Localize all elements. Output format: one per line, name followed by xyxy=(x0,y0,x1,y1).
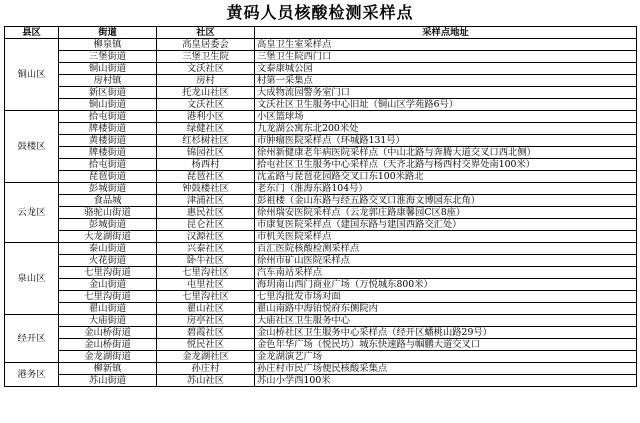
table-row xyxy=(5,375,637,387)
header-community: 社区 xyxy=(157,27,255,39)
table-row xyxy=(5,63,637,75)
table-row xyxy=(5,111,637,123)
address-cell: 高皇卫生室采样点 xyxy=(255,39,637,51)
street-cell: 牌楼街道 xyxy=(59,123,157,135)
street-cell: 火花街道 xyxy=(59,255,157,267)
community-cell: 屯里社区 xyxy=(157,279,255,291)
address-cell: 市肿瘤医院采样点（环城路131号） xyxy=(255,135,637,147)
district-cell: 鼓楼区 xyxy=(5,111,59,183)
community-cell: 文沃社区 xyxy=(157,99,255,111)
community-cell: 惠民社区 xyxy=(157,207,255,219)
table-row xyxy=(5,195,637,207)
community-cell: 文沃社区 xyxy=(157,63,255,75)
district-cell: 港务区 xyxy=(5,363,59,387)
address-cell: 市康复医院采样点（建国东路与建国西路交汇处） xyxy=(255,219,637,231)
community-cell: 房亭社区 xyxy=(157,315,255,327)
address-cell: 文泰康城公园 xyxy=(255,63,637,75)
street-cell: 苏山街道 xyxy=(59,375,157,387)
table-row xyxy=(5,123,637,135)
street-cell: 食品城 xyxy=(59,195,157,207)
table-row xyxy=(5,87,637,99)
address-cell: 七里沟批发市场对面 xyxy=(255,291,637,303)
table-row xyxy=(5,303,637,315)
table-row xyxy=(5,207,637,219)
community-cell: 钟鼓楼社区 xyxy=(157,183,255,195)
community-cell: 翟山社区 xyxy=(157,303,255,315)
community-cell: 津浦社区 xyxy=(157,195,255,207)
table-row xyxy=(5,183,637,195)
district-cell: 经开区 xyxy=(5,315,59,363)
street-cell: 新区街道 xyxy=(59,87,157,99)
street-cell: 金龙湖街道 xyxy=(59,351,157,363)
street-cell: 大庙街道 xyxy=(59,315,157,327)
table-row xyxy=(5,51,637,63)
address-cell: 徐州市矿山医院采样点 xyxy=(255,255,637,267)
street-cell: 铜山街道 xyxy=(59,63,157,75)
district-cell: 铜山区 xyxy=(5,39,59,111)
street-cell: 七里沟街道 xyxy=(59,291,157,303)
community-cell: 金龙湖社区 xyxy=(157,351,255,363)
table-row xyxy=(5,171,637,183)
community-cell: 三堡卫生院 xyxy=(157,51,255,63)
table-row xyxy=(5,315,637,327)
table-row xyxy=(5,135,637,147)
table-row xyxy=(5,243,637,255)
community-cell: 托龙山社区 xyxy=(157,87,255,99)
community-cell: 兴泰社区 xyxy=(157,243,255,255)
street-cell: 拾屯街道 xyxy=(59,111,157,123)
street-cell: 拾屯街道 xyxy=(59,159,157,171)
community-cell: 七里沟社区 xyxy=(157,267,255,279)
community-cell: 汉源社区 xyxy=(157,231,255,243)
street-cell: 柳新镇 xyxy=(59,363,157,375)
address-cell: 拾屯社区卫生服务中心采样点（天齐北路与杨西村交界处南100米） xyxy=(255,159,637,171)
street-cell: 骆驼山街道 xyxy=(59,207,157,219)
street-cell: 三堡街道 xyxy=(59,51,157,63)
community-cell: 七里沟社区 xyxy=(157,291,255,303)
table-row xyxy=(5,279,637,291)
table-row xyxy=(5,231,637,243)
address-cell: 大庙社区卫生服务中心 xyxy=(255,315,637,327)
table-row xyxy=(5,363,637,375)
table-row xyxy=(5,39,637,51)
street-cell: 黄楼街道 xyxy=(59,135,157,147)
street-cell: 七里沟街道 xyxy=(59,267,157,279)
address-cell: 翟山南路中海铂悦府东侧院内 xyxy=(255,303,637,315)
address-cell: 金龙湖演艺广场 xyxy=(255,351,637,363)
community-cell: 红杉树社区 xyxy=(157,135,255,147)
address-cell: 村第一采集点 xyxy=(255,75,637,87)
community-cell: 琵琶社区 xyxy=(157,171,255,183)
street-cell: 翟山街道 xyxy=(59,303,157,315)
community-cell: 悦民社区 xyxy=(157,339,255,351)
table-row xyxy=(5,339,637,351)
table-row xyxy=(5,219,637,231)
table-row xyxy=(5,75,637,87)
address-cell: 小区篮球场 xyxy=(255,111,637,123)
community-cell: 碧霞社区 xyxy=(157,327,255,339)
community-cell: 杨西村 xyxy=(157,159,255,171)
address-cell: 文沃社区卫生服务中心旧址（铜山区学苑路6号） xyxy=(255,99,637,111)
community-cell: 孙庄村 xyxy=(157,363,255,375)
community-cell: 卧牛社区 xyxy=(157,255,255,267)
header-district: 县区 xyxy=(5,27,59,39)
table-row xyxy=(5,267,637,279)
district-cell: 泉山区 xyxy=(5,243,59,315)
community-cell: 昆仑社区 xyxy=(157,219,255,231)
street-cell: 柳泉镇 xyxy=(59,39,157,51)
community-cell: 绿健社区 xyxy=(157,123,255,135)
street-cell: 彭城街道 xyxy=(59,183,157,195)
table-body xyxy=(5,39,637,387)
sampling-sites-table xyxy=(4,26,637,387)
street-cell: 琵琶街道 xyxy=(59,171,157,183)
address-cell: 大成物流园警务室门口 xyxy=(255,87,637,99)
street-cell: 房村镇 xyxy=(59,75,157,87)
community-cell: 房村 xyxy=(157,75,255,87)
table-row xyxy=(5,351,637,363)
address-cell: 沈孟路与琵琶花园路交叉口东100米路北 xyxy=(255,171,637,183)
community-cell: 苏山社区 xyxy=(157,375,255,387)
street-cell: 金山桥街道 xyxy=(59,339,157,351)
address-cell: 市机关医院采样点 xyxy=(255,231,637,243)
community-cell: 锦园社区 xyxy=(157,147,255,159)
table-row xyxy=(5,291,637,303)
community-cell: 高皇居委会 xyxy=(157,39,255,51)
address-cell: 金色年华广场（悦民坊）城东快速路与帼鹏大道交叉口 xyxy=(255,339,637,351)
street-cell: 彭城街道 xyxy=(59,219,157,231)
address-cell: 苏山小学西100米 xyxy=(255,375,637,387)
table-row xyxy=(5,255,637,267)
address-cell: 海玥南山西门商业广场（万悦城东800米） xyxy=(255,279,637,291)
table-row xyxy=(5,159,637,171)
community-cell: 港利小区 xyxy=(157,111,255,123)
district-cell: 云龙区 xyxy=(5,183,59,243)
street-cell: 泰山街道 xyxy=(59,243,157,255)
address-cell: 徐州新健康老年病医院采样点（中山北路与奔腾大道交叉口西北侧） xyxy=(255,147,637,159)
table-row xyxy=(5,327,637,339)
street-cell: 大龙湖街道 xyxy=(59,231,157,243)
header-address: 采样点地址 xyxy=(255,27,637,39)
address-cell: 百汇医院核酸检测采样点 xyxy=(255,243,637,255)
address-cell: 彭祖楼（金山东路与经五路交叉口淮海文博园东北角） xyxy=(255,195,637,207)
address-cell: 三堡卫生院西门口 xyxy=(255,51,637,63)
street-cell: 金山街道 xyxy=(59,279,157,291)
table-row xyxy=(5,147,637,159)
address-cell: 金山桥社区卫生服务中心采样点（经开区蟠桃山路29号） xyxy=(255,327,637,339)
header-street: 街道 xyxy=(59,27,157,39)
address-cell: 徐州瑞安医院采样点（云龙郭庄路康馨园C区8座） xyxy=(255,207,637,219)
table-header-row xyxy=(5,27,637,39)
address-cell: 老东门（淮海东路104号） xyxy=(255,183,637,195)
page-title: 黄码人员核酸检测采样点 xyxy=(226,3,414,22)
street-cell: 牌楼街道 xyxy=(59,147,157,159)
address-cell: 汽车南站采样点 xyxy=(255,267,637,279)
address-cell: 九龙湖公寓东北200米处 xyxy=(255,123,637,135)
table-row xyxy=(5,99,637,111)
street-cell: 铜山街道 xyxy=(59,99,157,111)
street-cell: 金山桥街道 xyxy=(59,327,157,339)
address-cell: 孙庄村市民广场便民核酸采集点 xyxy=(255,363,637,375)
